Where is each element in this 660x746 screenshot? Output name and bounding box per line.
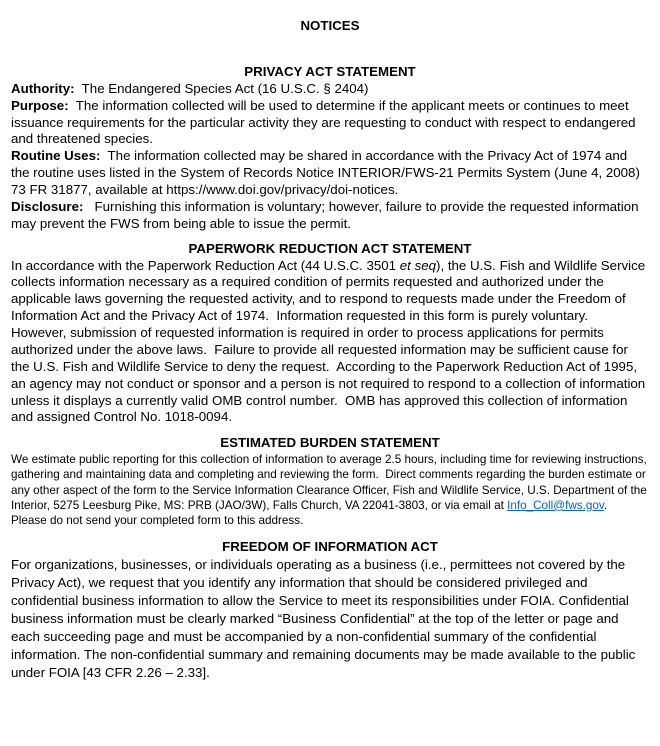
routine-uses-text: The information collected may be shared in accordance with the Privacy Act of 1974 and the routine uses listed in the System of Records Notice INTERIOR/FWS-21 Permits System (June 4, 2008) 73 FR 31877, available at https://www.doi.gov/privacy/doi-notices. xyxy=(11,148,644,197)
foia-paragraph: For organizations, businesses, or individuals operating as a business (i.e., permittees not covered by the Privacy Act), we request that you identify any information that should be considered privileged and confidential business information to allow the Service to meet its responsibilities under FOIA. Confidential business information must be clearly marked “Business Confidential” at the top of the letter or page and each succeeding page and must be accompanied by a non-confidential summary of the confidential information. The non-confidential summary and remaining documents may be made available to the public under FOIA [43 CFR 2.26 – 2.33]. xyxy=(11,557,640,680)
purpose-label: Purpose: xyxy=(11,97,69,113)
authority-label: Authority: xyxy=(11,80,75,96)
routine-uses-label: Routine Uses: xyxy=(11,148,101,164)
paperwork-italic-phrase: et seq xyxy=(399,257,437,273)
paperwork-reduction-paragraph xyxy=(11,258,649,427)
estimated-burden-heading: ESTIMATED BURDEN STATEMENT xyxy=(220,435,440,451)
purpose-paragraph xyxy=(11,98,649,149)
privacy-act-heading: PRIVACY ACT STATEMENT xyxy=(244,63,416,79)
paperwork-reduction-heading: PAPERWORK REDUCTION ACT STATEMENT xyxy=(188,240,472,256)
routine-uses-paragraph xyxy=(11,148,649,199)
foia-heading: FREEDOM OF INFORMATION ACT xyxy=(222,539,438,555)
disclosure-text: Furnishing this information is voluntary; however, failure to provide the requested information may prevent the FWS from being able to issue the permit. xyxy=(11,198,643,231)
email-link[interactable]: Info_Coll@fws.gov xyxy=(507,498,604,512)
disclosure-label: Disclosure: xyxy=(11,198,84,214)
paperwork-text-before-italic: In accordance with the Paperwork Reduction Act (44 U.S.C. 3501 xyxy=(11,257,400,273)
burden-text-before-link: We estimate public reporting for this collection of information to average 2.5 hours, including time for reviewing instructions, gathering and maintaining data and completing and reviewing the form. Direct comments regarding the burden estimate or any other aspect of the form to the Service Information Clearance Officer, Fish and Wildlife Service, U.S. Department of the Interior, 5275 Leesburg Pike, MS: PRB (JAO/3W), Falls Church, VA 22041-3803, or via email at xyxy=(11,453,651,512)
estimated-burden-paragraph xyxy=(11,452,649,528)
burden-text-after-link: . Please do not send your completed form to this address. xyxy=(11,498,614,527)
purpose-text: The information collected will be used to determine if the applicant meets or continues to meet issuance requirements for the particular activity they are requesting to conduct with respect to endangered and threatened species. xyxy=(11,97,640,147)
authority-paragraph xyxy=(11,81,649,98)
page-title: NOTICES xyxy=(300,18,360,33)
authority-text: The Endangered Species Act (16 U.S.C. § 2404) xyxy=(74,80,369,96)
paperwork-text-after-italic: ), the U.S. Fish and Wildlife Service collects information necessary as a required condition of permits requested and authorized under the applicable laws governing the requested activity, and to respond to requests made under the Freedom of Information Act and the Privacy Act of 1974. Information requested in this form is purely voluntary. However, submission of requested information is required in order to process applications for permits authorized under the above laws. Failure to provide all requested information may be sufficient cause for the U.S. Fish and Wildlife Service to deny the request. According to the Paperwork Reduction Act of 1995, an agency may not conduct or sponsor and a person is not required to respond to a collection of information unless it displays a currently valid OMB control number. OMB has approved this collection of information and assigned Control No. 1018-0094. xyxy=(11,257,649,425)
disclosure-paragraph xyxy=(11,199,649,233)
